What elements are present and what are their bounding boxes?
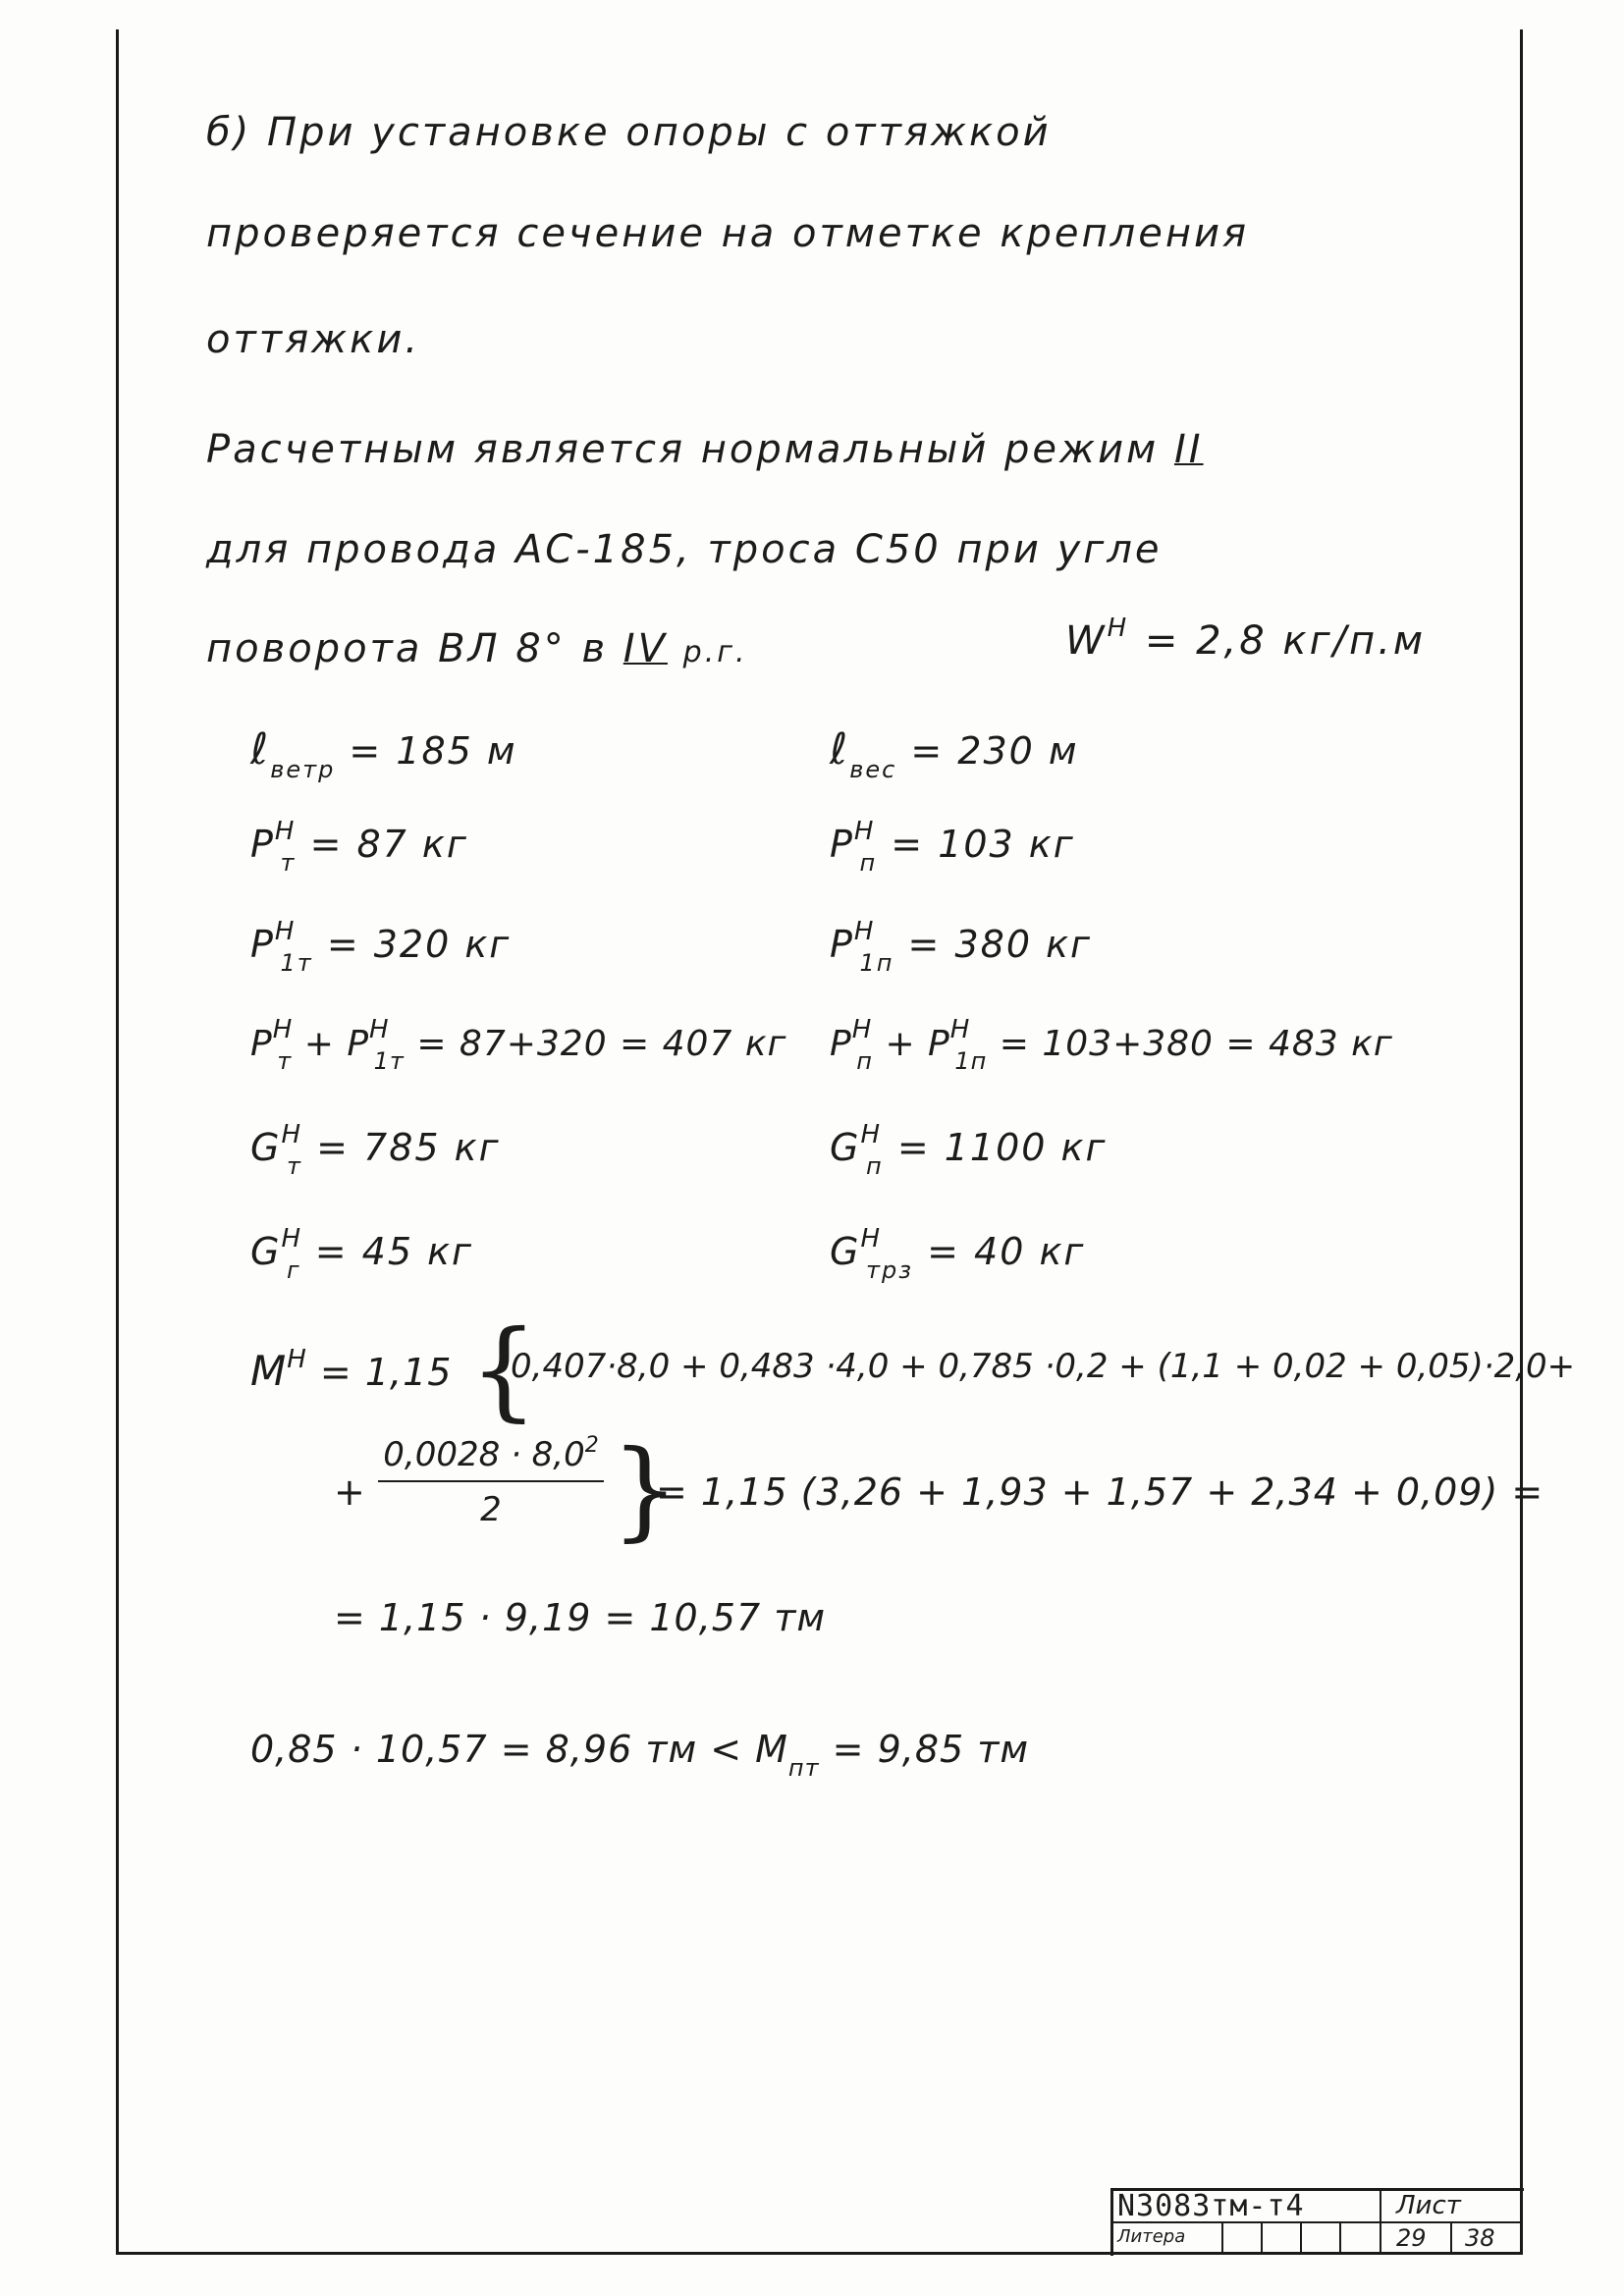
stamp-sheet-number: 29: [1396, 2224, 1427, 2252]
param-g-t-base: G: [250, 1126, 282, 1169]
param-p-t-sup: Н: [274, 817, 297, 846]
param-sum-n-a-sub: п: [856, 1047, 873, 1075]
wind-value: = 2,8 кг/п.м: [1144, 618, 1427, 664]
param-l-wind: [250, 724, 517, 783]
param-l-wind-sub: ветр: [270, 756, 336, 783]
stamp-sheet-label: Лист: [1396, 2191, 1461, 2220]
text-line-6-tail: р.г.: [682, 635, 748, 669]
param-p-t: [250, 817, 468, 877]
moment-line-3: = 1,15 · 9,19 = 10,57 тм: [334, 1596, 827, 1639]
left-brace-glyph: {: [469, 1307, 538, 1432]
stamp-divider-3: [1300, 2221, 1302, 2253]
text-line-6-text: поворота ВЛ 8° в: [206, 626, 609, 671]
wind-symbol: W: [1065, 618, 1108, 664]
param-sum-t-value: = 87+320 = 407 кг: [416, 1024, 787, 1064]
check-left: 0,85 · 10,57 = 8,96 тм < M: [250, 1728, 788, 1771]
fraction-numerator-sup: 2: [584, 1433, 599, 1458]
roman-mode: II: [1173, 427, 1204, 472]
param-g-trz-sup: Н: [860, 1224, 883, 1254]
moment-line-1: [250, 1347, 452, 1395]
stamp-litera-label: Литера: [1117, 2226, 1186, 2247]
param-p-1n-value: = 380 кг: [907, 923, 1092, 966]
param-p-1n: [830, 917, 1092, 977]
roman-region: IV: [623, 626, 668, 671]
param-sum-t-b-sup: Н: [369, 1015, 390, 1044]
param-p-n-value: = 103 кг: [891, 823, 1075, 866]
param-l-wind-value: = 185 м: [349, 729, 517, 773]
moment-factor: = 1,15: [319, 1351, 453, 1394]
check-sub: пт: [787, 1754, 820, 1782]
param-p-1n-sup: Н: [853, 917, 876, 946]
param-p-t-sub: т: [280, 849, 297, 877]
param-g-trz-base: G: [830, 1230, 861, 1273]
moment-terms: 0,407·8,0 + 0,483 ·4,0 + 0,785 ·0,2 + (1,1 + 0,02 + 0,05)·2,0+: [511, 1347, 1576, 1386]
moment-line-2-rest: = 1,15 (3,26 + 1,93 + 1,57 + 2,34 + 0,09) =: [656, 1470, 1544, 1514]
param-sum-t-b-base: + P: [303, 1024, 370, 1064]
param-p-t-value: = 87 кг: [309, 823, 468, 866]
param-p-1t-sub: 1т: [280, 949, 313, 977]
param-g-g-sup: Н: [281, 1224, 303, 1254]
param-p-1t-base: P: [250, 923, 275, 966]
fraction-numerator-text: 0,0028 · 8,0: [383, 1435, 585, 1474]
param-l-weight-sub: вес: [849, 756, 897, 783]
wind-load: [1065, 614, 1427, 664]
param-g-g-sub: г: [287, 1256, 301, 1284]
param-g-t-value: = 785 кг: [316, 1126, 501, 1169]
stamp-divider-main: [1380, 2191, 1381, 2253]
moment-lhs-sup: Н: [287, 1345, 307, 1374]
param-g-g: [250, 1224, 473, 1284]
param-g-g-base: G: [250, 1230, 282, 1273]
param-p-n-base: P: [830, 823, 854, 866]
param-sum-t-a-sup: Н: [272, 1015, 294, 1044]
param-g-trz-value: = 40 кг: [927, 1230, 1086, 1273]
param-g-n-value: = 1100 кг: [896, 1126, 1108, 1169]
text-line-2: проверяется сечение на отметке крепления: [206, 211, 1250, 256]
moment-line-2-plus: +: [334, 1470, 366, 1514]
text-line-1: б) При установке опоры с оттяжкой: [206, 110, 1052, 155]
param-p-1t: [250, 917, 512, 977]
param-sum-n-a-base: P: [830, 1024, 852, 1064]
wind-sup: Н: [1107, 614, 1130, 643]
title-block-stamp: [1110, 2188, 1524, 2256]
param-g-trz-sub: трз: [866, 1256, 913, 1284]
text-line-5: для провода АС-185, троса С50 при угле: [206, 527, 1163, 572]
param-sum-t-a-base: P: [250, 1024, 273, 1064]
param-l-weight: [830, 724, 1079, 783]
param-p-n: [830, 817, 1075, 877]
param-sum-t-b-sub: 1т: [373, 1047, 405, 1075]
param-g-trz: [830, 1224, 1086, 1284]
param-sum-t: [250, 1015, 787, 1075]
param-sum-n-a-sup: Н: [851, 1015, 873, 1044]
param-g-t-sub: т: [287, 1152, 302, 1180]
param-sum-n-value: = 103+380 = 483 кг: [999, 1024, 1393, 1064]
text-line-3: оттяжки.: [206, 317, 421, 362]
param-sum-n: [830, 1015, 1393, 1075]
param-p-1t-value: = 320 кг: [326, 923, 512, 966]
param-p-n-sup: Н: [853, 817, 876, 846]
stamp-doc-number: N3083тм-т4: [1117, 2189, 1305, 2223]
check-right: = 9,85 тм: [832, 1728, 1030, 1771]
right-brace-glyph: }: [611, 1426, 679, 1552]
check-line: [250, 1728, 1030, 1782]
param-g-n-sup: Н: [860, 1120, 883, 1149]
fraction-numerator: [373, 1435, 609, 1474]
text-line-6: [206, 626, 748, 671]
moment-lhs-base: M: [250, 1347, 288, 1395]
param-g-n-sub: п: [866, 1152, 884, 1180]
frame-left-border: [116, 29, 119, 2254]
param-sum-t-a-sub: т: [277, 1047, 293, 1075]
param-g-t-sup: Н: [281, 1120, 303, 1149]
param-p-1n-base: P: [830, 923, 854, 966]
text-line-4: [206, 427, 1204, 472]
param-p-n-sub: п: [859, 849, 878, 877]
stamp-divider-5: [1450, 2221, 1452, 2253]
frame-right-border: [1520, 29, 1523, 2254]
param-p-t-base: P: [250, 823, 275, 866]
param-g-g-value: = 45 кг: [314, 1230, 473, 1273]
stamp-divider-1: [1221, 2221, 1223, 2253]
param-l-weight-value: = 230 м: [910, 729, 1079, 773]
stamp-total-sheets: 38: [1465, 2224, 1495, 2252]
param-sum-n-b-sup: Н: [949, 1015, 971, 1044]
param-g-t: [250, 1120, 501, 1180]
param-p-1n-sub: 1п: [859, 949, 894, 977]
param-sum-n-b-sub: 1п: [954, 1047, 988, 1075]
stamp-divider-2: [1261, 2221, 1263, 2253]
param-g-n-base: G: [830, 1126, 861, 1169]
fraction-bar: [378, 1480, 604, 1482]
param-l-weight-base: ℓ: [830, 724, 850, 774]
text-line-4-text: Расчетным является нормальный режим: [206, 427, 1160, 472]
param-sum-n-b-base: + P: [885, 1024, 950, 1064]
param-l-wind-base: ℓ: [250, 724, 271, 774]
fraction-denominator: 2: [480, 1490, 502, 1529]
param-p-1t-sup: Н: [274, 917, 297, 946]
stamp-divider-4: [1339, 2221, 1341, 2253]
param-g-n: [830, 1120, 1108, 1180]
